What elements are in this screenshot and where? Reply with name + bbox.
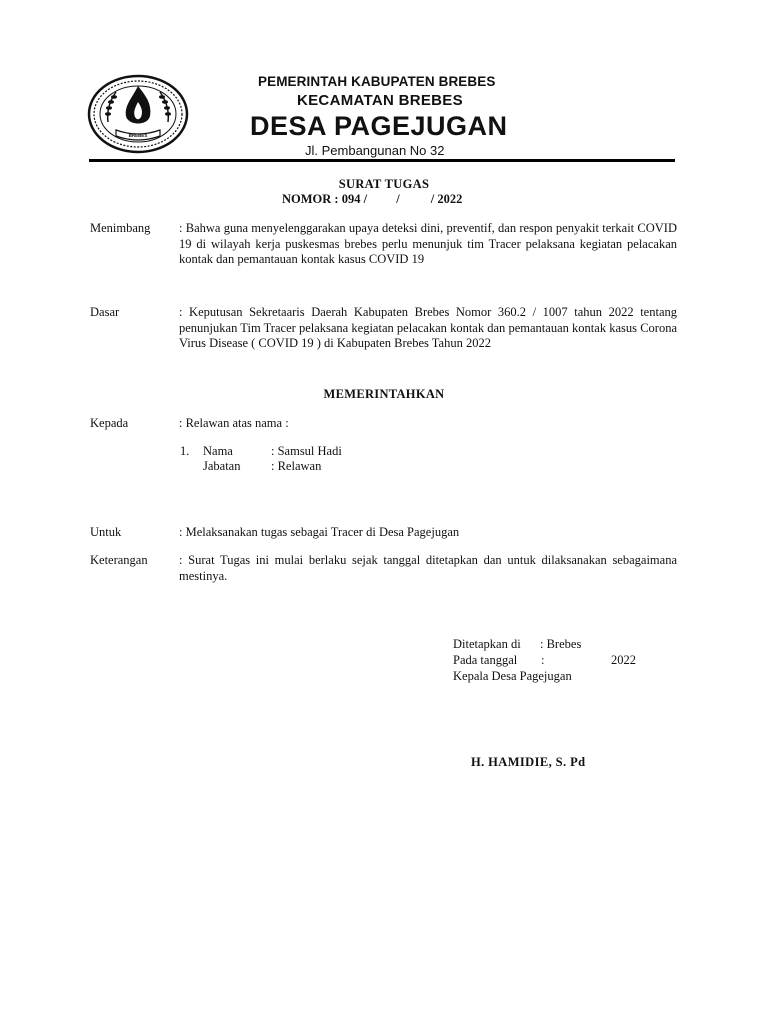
emblem-flame bbox=[126, 86, 151, 124]
untuk-text: : Melaksanakan tugas sebagai Tracer di Desa Pagejugan bbox=[179, 525, 460, 539]
tanggal-label: Pada tanggal bbox=[453, 653, 518, 667]
letterhead-address: Jl. Pembangunan No 32 bbox=[305, 143, 445, 158]
person-number: 1. bbox=[180, 444, 190, 458]
jabatan-value: : Relawan bbox=[271, 459, 322, 473]
untuk-label: Untuk bbox=[90, 525, 122, 539]
document-title: SURAT TUGAS bbox=[338, 177, 430, 191]
village-emblem-logo bbox=[86, 72, 190, 156]
emblem-left-spray bbox=[106, 92, 117, 122]
nama-value: : Samsul Hadi bbox=[271, 444, 342, 458]
nomor-year: / 2022 bbox=[430, 192, 463, 206]
menimbang-text: : Bahwa guna menyelenggarakan upaya deteksi dini, preventif, dan respon penyakit terkait COVID 19 di wilayah kerja puskesmas brebes perlu menunjuk tim Tracer pelaksana kegiatan pelacakan kontak dan pemantauan kontak kasus COVID 19 bbox=[179, 221, 677, 266]
tanggal-colon: : bbox=[541, 653, 545, 667]
emblem-right-spray bbox=[160, 92, 171, 122]
nomor-label: NOMOR : 094 / bbox=[282, 192, 368, 206]
letterhead-regency: PEMERINTAH KABUPATEN BREBES bbox=[258, 74, 496, 89]
dasar-text: : Keputusan Sekretaaris Daerah Kabupaten Brebes Nomor 360.2 / 1007 tahun 2022 tentang penunjukan Tim Tracer pelaksana kegiatan pelacakan kontak dan pemantauan kontak kasus Corona Virus Disease ( COVID 19 ) di Kabupaten Brebes Tahun 2022 bbox=[179, 305, 677, 350]
letterhead-village: DESA PAGEJUGAN bbox=[250, 111, 508, 141]
memerintahkan-heading: MEMERINTAHKAN bbox=[323, 387, 445, 401]
nama-label: Nama bbox=[203, 444, 233, 458]
document-number bbox=[282, 192, 462, 207]
keterangan-text: : Surat Tugas ini mulai berlaku sejak tanggal ditetapkan dan untuk dilaksanakan sebagaimana mestinya. bbox=[179, 553, 677, 583]
ditetapkan-value: : Brebes bbox=[540, 637, 582, 651]
emblem-ribbon-text: BREBES bbox=[128, 133, 148, 138]
kepada-label: Kepada bbox=[90, 416, 129, 430]
dasar-label: Dasar bbox=[90, 305, 120, 319]
signatory-position: Kepala Desa Pagejugan bbox=[453, 669, 572, 683]
jabatan-label: Jabatan bbox=[203, 459, 241, 473]
nomor-separator: / bbox=[396, 192, 400, 206]
signatory-name: H. HAMIDIE, S. Pd bbox=[471, 755, 586, 769]
menimbang-label: Menimbang bbox=[90, 221, 151, 235]
kepada-text: : Relawan atas nama : bbox=[179, 416, 289, 430]
ditetapkan-label: Ditetapkan di bbox=[453, 637, 521, 651]
letterhead-divider bbox=[89, 159, 675, 162]
letterhead-district: KECAMATAN BREBES bbox=[297, 92, 463, 109]
tanggal-year: 2022 bbox=[611, 653, 636, 667]
keterangan-label: Keterangan bbox=[90, 553, 148, 567]
